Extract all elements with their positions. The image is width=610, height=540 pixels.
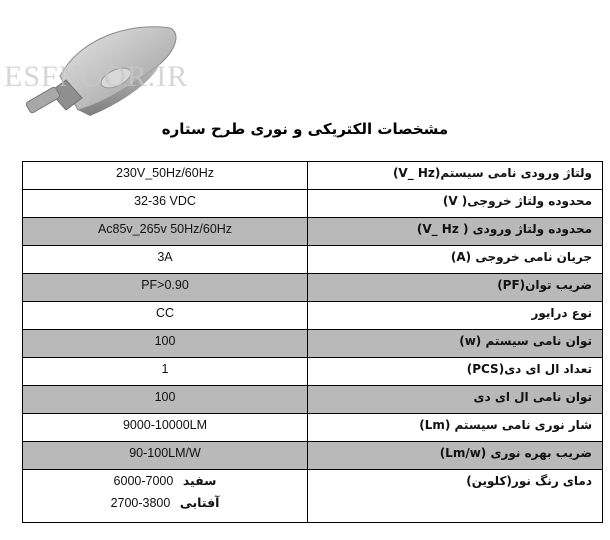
watermark-text: ESFNOOR.IR — [4, 60, 189, 93]
table-row-color-temperature — [23, 470, 603, 523]
spec-value: Ac85v_265v 50Hz/60Hz — [23, 218, 308, 246]
table-row — [23, 246, 603, 274]
spec-value: 100 — [23, 386, 308, 414]
spec-label: جریان نامی خروجی (A) — [308, 246, 603, 274]
spec-value: PF>0.90 — [23, 274, 308, 302]
table-row — [23, 302, 603, 330]
spec-value: CC — [23, 302, 308, 330]
table-row — [23, 414, 603, 442]
table-row — [23, 162, 603, 190]
spec-value: 90-100LM/W — [23, 442, 308, 470]
spec-label: توان نامی سیستم (w) — [308, 330, 603, 358]
table-row — [23, 330, 603, 358]
cct-white-row — [29, 470, 301, 492]
spec-label: ولتاژ ورودی نامی سیستم(V_ Hz) — [308, 162, 603, 190]
page-title: مشخصات الکتریکی و نوری طرح ستاره — [161, 120, 449, 138]
table-row — [23, 386, 603, 414]
color-temperature-values — [23, 470, 308, 523]
cct-sun-value: 2700-3800 — [110, 496, 171, 510]
spec-label: دمای رنگ نور(کلوین) — [308, 470, 603, 523]
spec-label: ضریب توان(PF) — [308, 274, 603, 302]
table-row — [23, 274, 603, 302]
spec-label: نوع درایور — [308, 302, 603, 330]
table-row — [23, 358, 603, 386]
spec-label: توان نامی ال ای دی — [308, 386, 603, 414]
spec-value: 9000-10000LM — [23, 414, 308, 442]
cct-sun-row — [29, 492, 301, 514]
spec-value: 3A — [23, 246, 308, 274]
spec-label: محدوده ولتاژ خروجی( V) — [308, 190, 603, 218]
spec-value: 230V_50Hz/60Hz — [23, 162, 308, 190]
spec-label: تعداد ال ای دی(PCS) — [308, 358, 603, 386]
spec-label: شار نوری نامی سیستم (Lm) — [308, 414, 603, 442]
spec-table — [22, 161, 603, 523]
spec-value: 1 — [23, 358, 308, 386]
spec-value: 100 — [23, 330, 308, 358]
spec-label: ضریب بهره نوری (Lm/w) — [308, 442, 603, 470]
table-row — [23, 442, 603, 470]
table-row — [23, 218, 603, 246]
cct-white-label: سفید — [182, 473, 217, 488]
table-row — [23, 190, 603, 218]
spec-value: 32-36 VDC — [23, 190, 308, 218]
spec-label: محدوده ولتاژ ورودی ( V_ Hz) — [308, 218, 603, 246]
cct-sun-label: آفتابی — [179, 495, 220, 510]
cct-white-value: 6000-7000 — [113, 474, 174, 488]
